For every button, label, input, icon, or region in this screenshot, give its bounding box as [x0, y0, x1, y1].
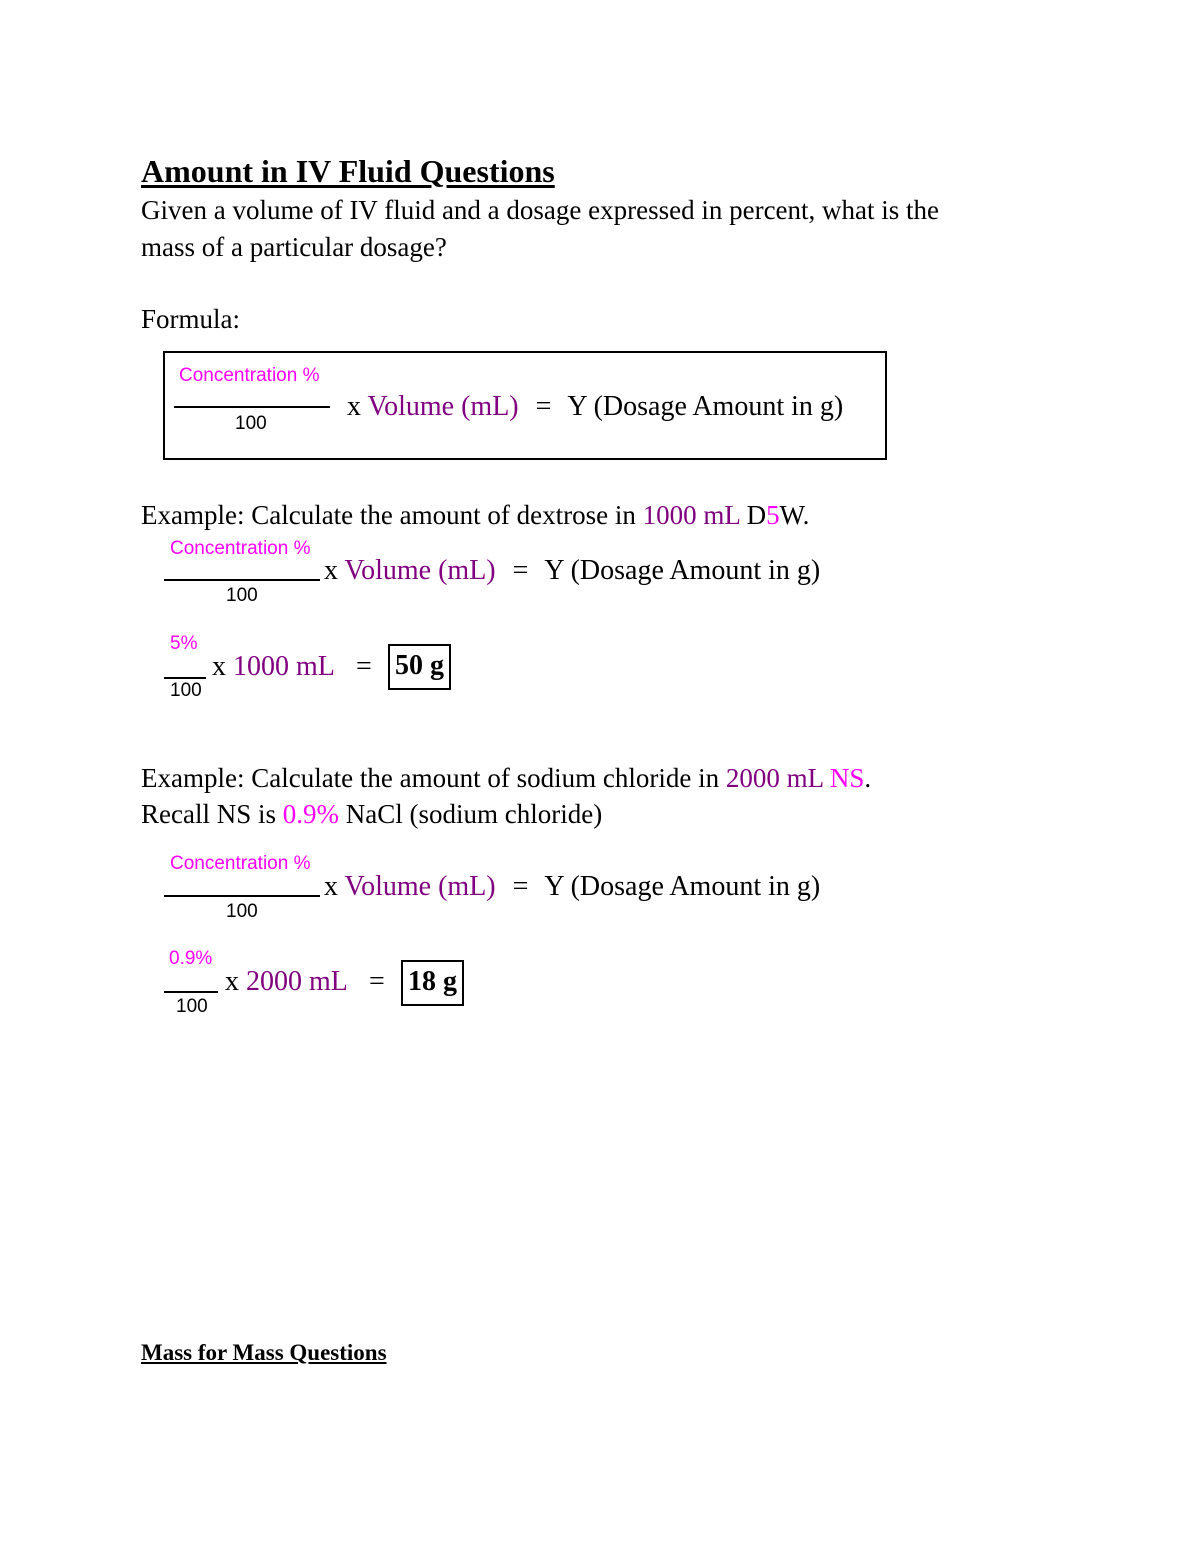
- example1-formula-bar: [164, 579, 320, 581]
- formula-equals: =: [535, 391, 552, 422]
- example1-formula-numerator: Concentration %: [170, 538, 311, 559]
- example1-calc-equals: =: [356, 651, 372, 682]
- page-title: Amount in IV Fluid Questions: [141, 153, 555, 189]
- intro-line-1: Given a volume of IV fluid and a dosage expressed in percent, what is the: [141, 195, 940, 225]
- example2-calc-numerator: 0.9%: [169, 948, 213, 969]
- example1-answer: 50 g: [395, 650, 444, 681]
- example2-prefix: Example: Calculate the amount of sodium chloride in: [141, 763, 726, 793]
- formula-label: Formula:: [141, 304, 240, 334]
- example2-ns: NS: [829, 763, 865, 793]
- formula-times: x: [347, 391, 361, 422]
- example2-calc-bar: [164, 991, 218, 993]
- example1-answer-box: [388, 644, 451, 690]
- example2-calc-equals: =: [369, 966, 385, 997]
- example1-prefix: Example: Calculate the amount of dextrose in: [141, 500, 643, 530]
- example2-volume: 2000 mL: [725, 763, 824, 793]
- example2-calc-denominator: 100: [176, 996, 208, 1017]
- example2-statement: [141, 760, 871, 796]
- example1-calc-denominator: 100: [170, 680, 202, 701]
- example1-sol-w: W.: [779, 500, 810, 530]
- example2-formula-expression: [324, 871, 820, 903]
- formula-expression: [347, 391, 843, 423]
- formula-box: [163, 351, 887, 460]
- example2-calc-volume: 2000 mL: [246, 966, 348, 997]
- example2-recall-prefix: Recall NS is: [141, 799, 283, 829]
- formula-volume: Volume (mL): [367, 391, 519, 422]
- formula-denominator: 100: [235, 413, 267, 434]
- example2-calc-expression: [225, 966, 348, 998]
- example1-calc-bar: [164, 677, 206, 679]
- example2-recall-suffix: NaCl (sodium chloride): [339, 799, 603, 829]
- example1-calc-expression: [212, 651, 335, 683]
- example2-recall-percent: 0.9%: [282, 799, 339, 829]
- example1-calc-volume: 1000 mL: [233, 651, 335, 682]
- example2-calc-times: x: [225, 966, 239, 997]
- example1-calc-times: x: [212, 651, 226, 682]
- example1-formula-equals: =: [512, 555, 529, 586]
- example1-formula-volume: Volume (mL): [344, 555, 496, 586]
- example1-statement: [141, 497, 809, 533]
- example1-sol-5: 5: [766, 500, 780, 530]
- example2-period: .: [864, 763, 872, 793]
- example2-answer-box: [401, 960, 464, 1006]
- example2-formula-denominator: 100: [226, 901, 258, 922]
- example1-calc-numerator: 5%: [170, 633, 198, 654]
- example1-sol-d: D: [739, 500, 767, 530]
- formula-numerator: Concentration %: [179, 365, 320, 386]
- example2-formula-bar: [164, 895, 320, 897]
- example2-formula-equals: =: [512, 871, 529, 902]
- example2-answer: 18 g: [408, 966, 457, 997]
- example2-formula-numerator: Concentration %: [170, 853, 311, 874]
- formula-fraction-bar: [174, 406, 330, 408]
- example2-formula-volume: Volume (mL): [344, 871, 496, 902]
- intro-line-2: mass of a particular dosage?: [141, 232, 447, 262]
- example1-formula-result: Y (Dosage Amount in g): [544, 555, 821, 586]
- example2-formula-result: Y (Dosage Amount in g): [544, 871, 821, 902]
- example1-formula-denominator: 100: [226, 585, 258, 606]
- example1-formula-times: x: [324, 555, 338, 586]
- example2-recall: [141, 796, 602, 832]
- example1-volume: 1000 mL: [642, 500, 740, 530]
- section-title-mass-for-mass: Mass for Mass Questions: [141, 1340, 387, 1365]
- example1-formula-expression: [324, 555, 820, 587]
- formula-result: Y (Dosage Amount in g): [567, 391, 844, 422]
- example2-formula-times: x: [324, 871, 338, 902]
